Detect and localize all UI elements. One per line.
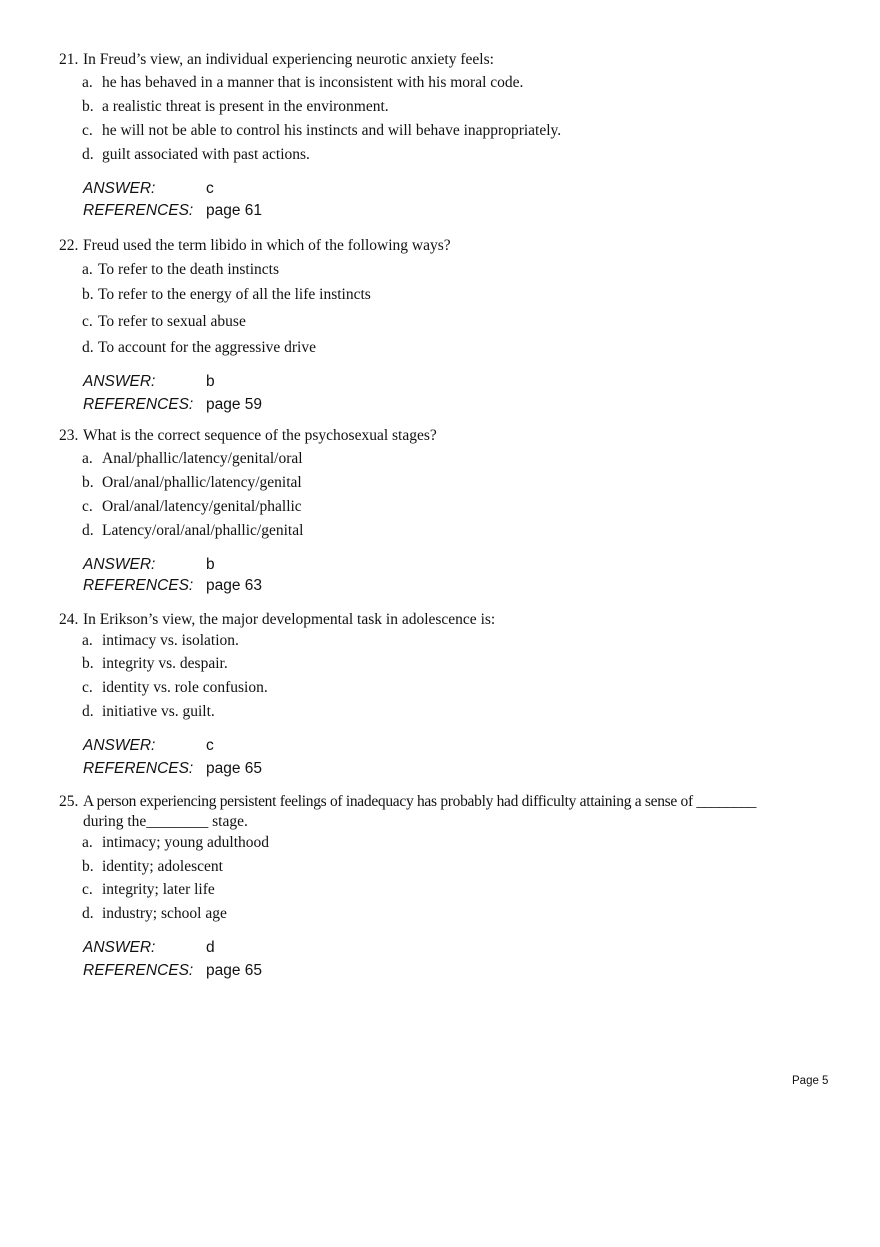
option-text: To account for the aggressive drive <box>98 339 316 356</box>
references-label: REFERENCES: <box>83 962 194 979</box>
question-number: 24. <box>59 611 79 628</box>
references-value: page 63 <box>206 577 263 594</box>
answer-value: c <box>206 180 214 197</box>
option-text: a realistic threat is present in the environment. <box>102 98 389 115</box>
option-text: intimacy; young adulthood <box>102 834 270 851</box>
references-value: page 59 <box>206 396 263 413</box>
option-letter: c. <box>82 679 93 696</box>
question-number: 25. <box>59 793 79 810</box>
answer-value: b <box>206 373 215 390</box>
option-letter: b. <box>82 98 94 115</box>
option-text: integrity; later life <box>102 881 215 898</box>
page-number: Page 5 <box>792 1075 829 1087</box>
option-letter: c. <box>82 313 93 330</box>
option-text: industry; school age <box>102 905 227 922</box>
option-text: To refer to the death instincts <box>98 261 279 278</box>
question-stem: In Freud’s view, an individual experiencing neurotic anxiety feels: <box>83 51 494 68</box>
option-letter: b. <box>82 286 94 303</box>
question-number: 23. <box>59 427 79 444</box>
references-value: page 61 <box>206 202 263 219</box>
option-letter: a. <box>82 74 93 91</box>
answer-value: b <box>206 556 215 573</box>
option-text: identity; adolescent <box>102 858 223 875</box>
option-letter: d. <box>82 339 94 356</box>
option-text: To refer to sexual abuse <box>98 313 246 330</box>
option-text: Latency/oral/anal/phallic/genital <box>102 522 304 539</box>
option-text: initiative vs. guilt. <box>102 703 215 720</box>
option-text: Oral/anal/latency/genital/phallic <box>102 498 302 515</box>
question-stem: A person experiencing persistent feelings of inadequacy has probably had difficulty attaining a sense of ________ <box>83 793 757 810</box>
option-text: he has behaved in a manner that is inconsistent with his moral code. <box>102 74 524 91</box>
references-value: page 65 <box>206 760 263 777</box>
option-letter: c. <box>82 881 93 898</box>
option-letter: c. <box>82 122 93 139</box>
option-letter: a. <box>82 450 93 467</box>
answer-value: c <box>206 737 214 754</box>
option-letter: d. <box>82 905 94 922</box>
option-letter: a. <box>82 261 93 278</box>
option-letter: b. <box>82 858 94 875</box>
question-stem: What is the correct sequence of the psychosexual stages? <box>83 427 437 444</box>
question-stem: Freud used the term libido in which of the following ways? <box>83 237 451 254</box>
question-stem-continued: during the________ stage. <box>83 813 248 830</box>
option-letter: d. <box>82 522 94 539</box>
option-text: he will not be able to control his instincts and will behave inappropriately. <box>102 122 562 139</box>
question-stem: In Erikson’s view, the major developmental task in adolescence is: <box>83 611 496 628</box>
option-text: Anal/phallic/latency/genital/oral <box>102 450 303 467</box>
option-letter: b. <box>82 655 94 672</box>
option-letter: a. <box>82 834 93 851</box>
answer-label: ANSWER: <box>83 373 156 390</box>
option-text: integrity vs. despair. <box>102 655 228 672</box>
answer-label: ANSWER: <box>83 556 156 573</box>
option-letter: a. <box>82 632 93 649</box>
option-letter: c. <box>82 498 93 515</box>
references-label: REFERENCES: <box>83 202 194 219</box>
option-text: guilt associated with past actions. <box>102 146 310 163</box>
option-text: Oral/anal/phallic/latency/genital <box>102 474 302 491</box>
option-letter: b. <box>82 474 94 491</box>
answer-label: ANSWER: <box>83 180 156 197</box>
answer-label: ANSWER: <box>83 939 156 956</box>
references-label: REFERENCES: <box>83 396 194 413</box>
question-number: 22. <box>59 237 79 254</box>
question-number: 21. <box>59 51 79 68</box>
references-value: page 65 <box>206 962 263 979</box>
option-text: intimacy vs. isolation. <box>102 632 239 649</box>
option-letter: d. <box>82 146 94 163</box>
option-text: To refer to the energy of all the life instincts <box>98 286 371 303</box>
answer-value: d <box>206 939 215 956</box>
references-label: REFERENCES: <box>83 577 194 594</box>
references-label: REFERENCES: <box>83 760 194 777</box>
option-text: identity vs. role confusion. <box>102 679 268 696</box>
answer-label: ANSWER: <box>83 737 156 754</box>
option-letter: d. <box>82 703 94 720</box>
